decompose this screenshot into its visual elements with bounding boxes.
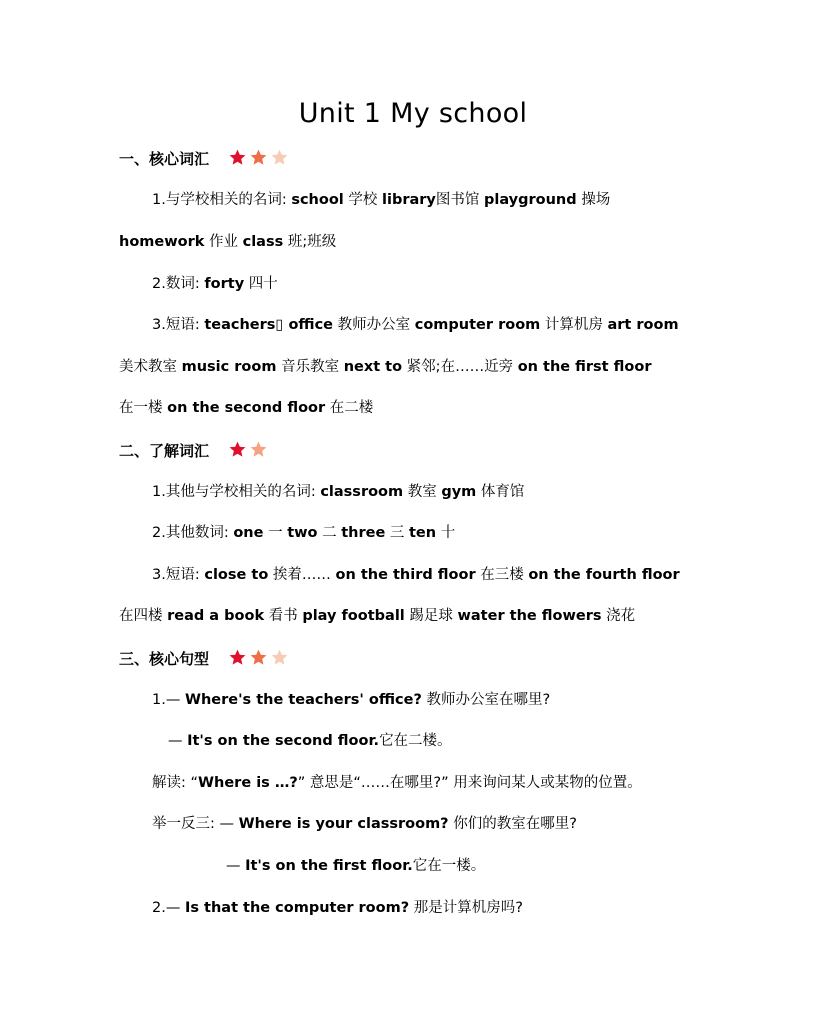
text-segment: 三、核心句型 [119,650,210,668]
star-icon [228,648,247,667]
star-icon [228,148,247,167]
star-icon [249,440,268,459]
sentence-line [152,690,550,710]
text-segment: 浇花 [601,608,636,624]
text-segment: ” 意思是“……在哪里?” 用来询问某人或某物的位置。 [297,775,642,791]
vocab-line [152,565,680,585]
text-segment: 1.与学校相关的名词: [152,192,292,208]
text-segment: 它在一楼。 [412,858,486,874]
text-segment: 教师办公室 [333,317,415,333]
page-title: Unit 1 My school [298,98,528,129]
text-segment: 举一反三: — [152,816,239,832]
section-heading-core-vocabulary [119,148,289,170]
star-icon [249,648,268,667]
section-heading-core-sentences [119,648,289,670]
text-segment: 挨着…… [268,567,336,583]
text-segment: 2.— [152,900,185,916]
text-segment: 在三楼 [475,567,529,583]
english-term: water the flowers [457,608,602,624]
text-segment: 解读: “ [152,775,199,791]
text-segment: 一 [263,525,288,541]
sentence-line [168,731,452,751]
text-segment: 作业 [204,234,243,250]
english-term: on the first floor [517,359,652,375]
text-segment: 美术教室 [119,359,182,375]
star-icon [270,648,289,667]
english-term: Where is your classroom? [238,816,449,832]
text-segment: 二、了解词汇 [119,442,210,460]
text-segment: 十 [436,525,456,541]
english-term: close to [204,567,269,583]
text-segment: 学校 [343,192,382,208]
text-segment: 你们的教室在哪里? [448,816,577,832]
vocab-line [152,315,679,335]
english-term: on the fourth floor [528,567,680,583]
vocab-line [152,482,524,502]
text-segment: 2.其他数词: [152,525,234,541]
difficulty-stars [228,440,268,459]
text-segment: 在二楼 [325,400,374,416]
english-term: forty [204,276,245,292]
text-segment: 图书馆 [435,192,484,208]
vocab-line [119,398,373,418]
english-term: play football [302,608,405,624]
text-segment: 教室 [403,484,442,500]
section-heading-known-vocabulary [119,440,268,462]
text-segment: 1.— [152,692,185,708]
text-segment: 3.短语: [152,317,205,333]
english-term: computer room [414,317,541,333]
english-term: teachers▯ office [204,317,334,333]
explanation-line [152,773,642,793]
example-line [226,856,485,876]
text-segment: 三 [385,525,409,541]
english-term: classroom [320,484,404,500]
vocab-line [119,357,652,377]
vocab-line [152,190,610,210]
text-segment: 二 [317,525,342,541]
english-term: next to [343,359,403,375]
vocab-line [152,523,455,543]
english-term: gym [441,484,477,500]
vocab-line [119,606,635,626]
english-term: homework [119,234,205,250]
example-line [152,814,577,834]
text-segment: 那是计算机房吗? [409,900,523,916]
star-icon [270,148,289,167]
text-segment: 体育馆 [476,484,525,500]
english-term: read a book [167,608,265,624]
text-segment: 四十 [244,276,278,292]
sentence-line [152,898,523,918]
english-term: class [242,234,284,250]
english-term: three [341,525,386,541]
text-segment: 它在二楼。 [379,733,452,749]
text-segment: 音乐教室 [276,359,344,375]
difficulty-stars [228,148,289,167]
text-segment: 踢足球 [404,608,458,624]
text-segment: 1.其他与学校相关的名词: [152,484,321,500]
star-icon [249,148,268,167]
text-segment: 3.短语: [152,567,205,583]
text-segment: 看书 [264,608,303,624]
english-term: music room [181,359,277,375]
text-segment: — [226,858,246,874]
text-segment: 教师办公室在哪里? [421,692,551,708]
english-term: It's on the second floor. [187,733,380,749]
text-segment: 2.数词: [152,276,205,292]
text-segment: — [168,733,188,749]
text-segment: 在一楼 [119,400,168,416]
english-term: on the second floor [167,400,326,416]
english-term: playground [483,192,577,208]
english-term: library [382,192,436,208]
english-term: on the third floor [335,567,476,583]
english-term: one [233,525,264,541]
star-icon [228,440,247,459]
text-segment: 一、核心词汇 [119,150,210,168]
english-term: It's on the first floor. [245,858,413,874]
vocab-line [119,232,336,252]
english-term: Is that the computer room? [184,900,410,916]
english-term: school [291,192,344,208]
english-term: two [287,525,318,541]
text-segment: 计算机房 [540,317,608,333]
english-term: Where's the teachers' office? [184,692,422,708]
english-term: ten [409,525,437,541]
english-term: art room [607,317,679,333]
text-segment: 操场 [576,192,611,208]
text-segment: 班;班级 [283,234,337,250]
english-term: Where is …? [198,775,298,791]
text-segment: 在四楼 [119,608,168,624]
vocab-line [152,274,278,294]
text-segment: 紧邻;在……近旁 [402,359,518,375]
difficulty-stars [228,648,289,667]
